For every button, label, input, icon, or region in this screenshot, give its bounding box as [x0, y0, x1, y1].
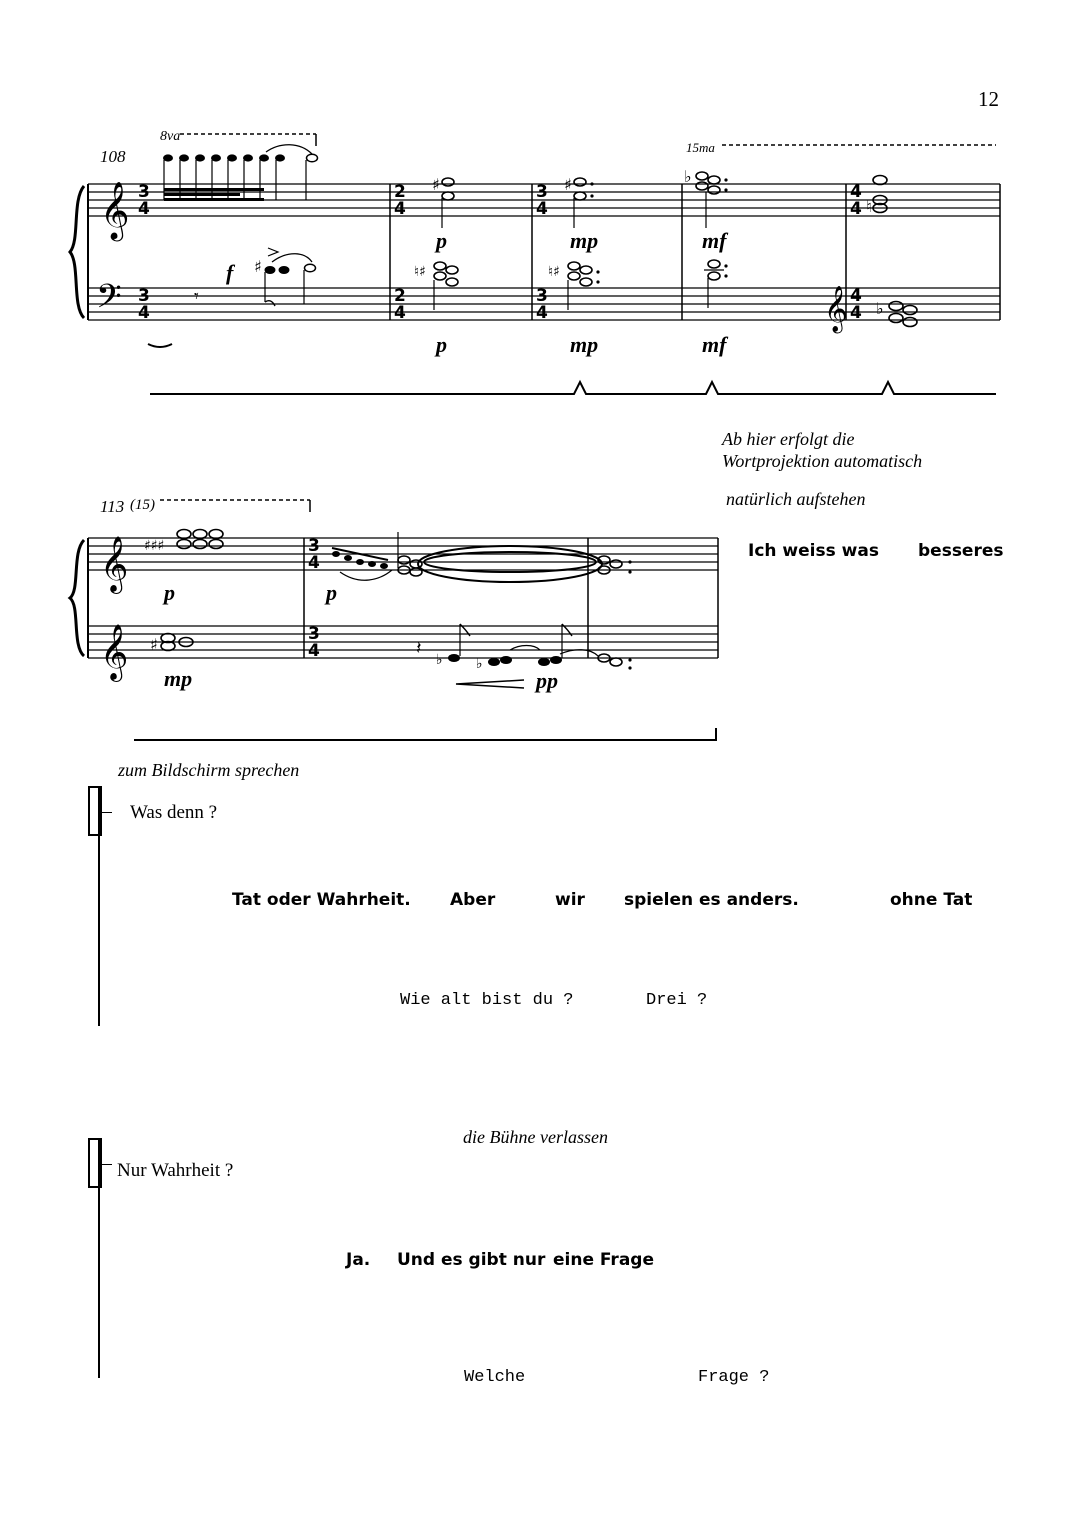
stage-direction-leave-stage: die Bühne verlassen [463, 1127, 608, 1147]
svg-text:𝄞: 𝄞 [824, 286, 848, 332]
dynamic-m111-lower: mf [702, 332, 727, 357]
measure-number-108: 108 [100, 147, 126, 166]
dynamic-m113-upper: p [164, 580, 175, 605]
speech-was-denn: Was denn ? [130, 802, 218, 823]
svg-text:♯♯♯: ♯♯♯ [144, 538, 165, 554]
svg-text:𝄞: 𝄞 [100, 536, 129, 592]
typed-wie-alt-bist-du: Wie alt bist du ? [400, 991, 574, 1010]
svg-text:♭: ♭ [436, 652, 443, 668]
stage-direction-stand-up: natürlich aufstehen [726, 489, 866, 509]
svg-text:4: 4 [850, 199, 862, 219]
svg-text:4: 4 [138, 303, 150, 323]
dynamic-m114-lower: pp [536, 668, 558, 693]
svg-text:♭: ♭ [876, 299, 884, 318]
svg-text:3: 3 [308, 624, 320, 644]
projection-ohne-tat: ohne Tat [890, 890, 973, 910]
svg-text:3: 3 [138, 286, 150, 306]
svg-text:2: 2 [394, 182, 406, 202]
svg-text:4: 4 [138, 199, 150, 219]
speaker-bracket-2-tick [102, 1164, 112, 1165]
svg-text:4: 4 [394, 199, 406, 219]
svg-text:♭: ♭ [684, 167, 692, 186]
svg-text:4: 4 [850, 303, 862, 323]
svg-text:4: 4 [308, 553, 320, 573]
svg-text:3: 3 [536, 286, 548, 306]
svg-text:4: 4 [850, 286, 862, 306]
svg-text:4: 4 [536, 303, 548, 323]
ottava-15-mark: (15) [130, 497, 155, 513]
svg-text:4: 4 [394, 303, 406, 323]
svg-text:♯: ♯ [564, 175, 572, 194]
svg-text:♮♯: ♮♯ [548, 264, 560, 280]
svg-text:♭: ♭ [476, 656, 483, 672]
speaker-line-1 [98, 786, 100, 1026]
measure-number-113: 113 [100, 497, 125, 516]
typed-frage: Frage ? [698, 1368, 770, 1387]
projection-aber: Aber [450, 890, 496, 910]
svg-text:𝄞: 𝄞 [100, 181, 130, 239]
quindicesima-mark: 15ma [686, 140, 715, 155]
svg-text:4: 4 [308, 641, 320, 661]
dynamic-m108-lower: f [226, 260, 234, 285]
speaker-line-2 [98, 1138, 100, 1378]
projection-note-line2: Wortprojektion automatisch [722, 451, 923, 471]
svg-text:♮♯: ♮♯ [414, 264, 426, 280]
stage-direction-screen: zum Bildschirm sprechen [118, 760, 300, 780]
svg-text:3: 3 [308, 536, 320, 556]
dynamic-m113-lower: mp [164, 666, 193, 691]
typed-welche: Welche [464, 1368, 526, 1387]
svg-text:♮: ♮ [866, 197, 872, 216]
typed-drei: Drei ? [646, 991, 708, 1010]
svg-text:3: 3 [138, 182, 150, 202]
dynamic-m109-lower: p [436, 332, 447, 357]
projection-eine-frage: eine Frage [553, 1250, 654, 1270]
svg-text:𝄞: 𝄞 [100, 624, 129, 680]
dynamic-m109-upper: p [436, 228, 447, 253]
speech-nur-wahrheit: Nur Wahrheit ? [117, 1160, 234, 1181]
projection-und-es-gibt-nur: Und es gibt nur [397, 1250, 546, 1270]
svg-text:4: 4 [850, 182, 862, 202]
projection-tat-oder-wahrheit: Tat oder Wahrheit. [232, 890, 411, 910]
projection-spielen-es-anders: spielen es anders. [624, 890, 799, 910]
svg-text:♯: ♯ [150, 635, 158, 654]
ottava-8va-mark: 8va [160, 129, 181, 144]
svg-text:𝄾: 𝄾 [194, 286, 199, 307]
dynamic-m110-upper: mp [570, 228, 599, 253]
projection-text-ich-weiss-was: Ich weiss was [748, 541, 879, 561]
projection-ja: Ja. [346, 1250, 371, 1270]
projection-note-line1: Ab hier erfolgt die [722, 429, 855, 449]
svg-text:♯: ♯ [254, 257, 262, 276]
svg-text:𝄽: 𝄽 [416, 638, 422, 659]
speaker-bracket-1-tick [102, 812, 112, 813]
projection-text-besseres: besseres [918, 541, 1004, 561]
projection-wir: wir [555, 890, 585, 910]
dynamic-m111-upper: mf [702, 228, 727, 253]
dynamic-m114-upper: p [326, 580, 337, 605]
page-number: 12 [978, 87, 999, 111]
svg-text:3: 3 [536, 182, 548, 202]
dynamic-m110-lower: mp [570, 332, 599, 357]
svg-text:4: 4 [536, 199, 548, 219]
svg-text:𝄢: 𝄢 [96, 278, 122, 324]
score-system-2 [0, 0, 1080, 760]
svg-text:2: 2 [394, 286, 406, 306]
svg-text:♯: ♯ [432, 175, 440, 194]
